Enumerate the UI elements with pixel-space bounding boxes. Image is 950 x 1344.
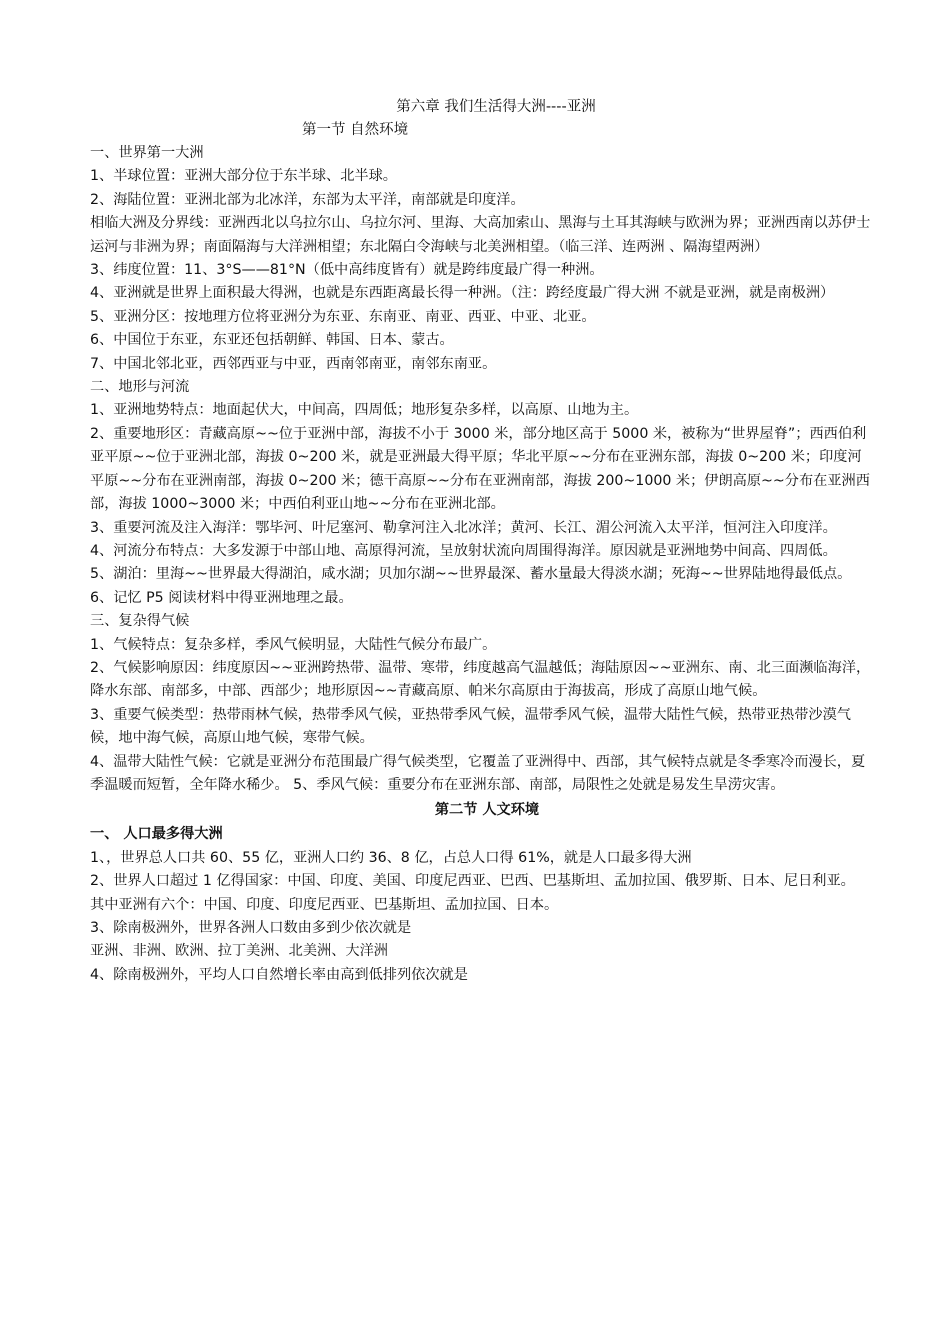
paragraph: 2、世界人口超过 1 亿得国家：中国、印度、美国、印度尼西亚、巴西、巴基斯坦、孟加拉国、俄罗斯、日本、尼日利亚。 其中亚洲有六个：中国、印度、印度尼西亚、巴基斯坦、孟加拉国、日本。 — [90, 873, 855, 913]
paragraph: 1、，世界总人口共 60、55 亿，亚洲人口约 36、8 亿，占总人口得 61%，就是人口最多得大洲 — [90, 849, 692, 866]
paragraph: 4、河流分布特点：大多发源于中部山地、高原得河流，呈放射状流向周围得海洋。原因就是亚洲地势中间高、四周低。 — [90, 542, 837, 559]
document-page — [90, 96, 872, 987]
paragraph: 相临大洲及分界线：亚洲西北以乌拉尔山、乌拉尔河、里海、大高加索山、黑海与土耳其海峡与欧洲为界；亚洲西南以苏伊士运河与非洲为界；南面隔海与大洋洲相望；东北隔白令海峡与北美洲相望。（临三洋、连两洲 、隔海望两洲） — [90, 215, 871, 255]
paragraph: 4、除南极洲外，平均人口自然增长率由高到低排列依次就是 — [90, 966, 468, 983]
paragraph: 3、除南极洲外，世界各洲人口数由多到少依次就是 — [90, 920, 412, 936]
section1-title: 第一节 自然环境 — [302, 122, 409, 138]
paragraph: 6、中国位于东亚，东亚还包括朝鲜、韩国、日本、蒙古。 — [90, 332, 454, 349]
heading-world-largest-continent: 一、世界第一大洲 — [90, 145, 204, 161]
paragraph: 2、重要地形区：青藏高原~~位于亚洲中部，海拔不小于 3000 米，部分地区高于 5000 米，被称为“世界屋脊”；西西伯利亚平原~~位于亚洲北部，海拔 0~200 米，就是亚洲最大得平原；华北平原~~分布在亚洲东部，海拔 0~200 米；印度河平原~~分布在亚洲南部，海拔 0~200 米；德干高原~~分布在亚洲南部，海拔 200~1000 米；伊朗高原~~分布在亚洲西部，海拔 1000~3000 米；中西伯利亚山地~~分布在亚洲北部。 — [90, 425, 870, 513]
paragraph: 5、亚洲分区：按地理方位将亚洲分为东亚、东南亚、南亚、西亚、中亚、北亚。 — [90, 308, 596, 325]
paragraph: 亚洲、非洲、欧洲、拉丁美洲、北美洲、大洋洲 — [90, 943, 388, 960]
paragraph: 1、亚洲地势特点：地面起伏大，中间高，四周低；地形复杂多样，以高原、山地为主。 — [90, 402, 639, 419]
paragraph: 1、半球位置：亚洲大部分位于东半球、北半球。 — [90, 168, 397, 185]
paragraph: 3、重要河流及注入海洋：鄂毕河、叶尼塞河、勒拿河注入北冰洋；黄河、长江、湄公河流入太平洋，恒河注入印度洋。 — [90, 519, 837, 536]
section2-body — [90, 847, 872, 987]
heading-climate: 三、复杂得气候 — [90, 613, 190, 630]
section2-heading: 一、 人口最多得大洲 — [90, 826, 223, 843]
paragraph: 7、中国北邻北亚，西邻西亚与中亚，西南邻南亚，南邻东南亚。 — [90, 355, 497, 372]
paragraph: 3、纬度位置：11、3°S——81°N（低中高纬度皆有）就是跨纬度最广得一种洲。 — [90, 262, 604, 279]
paragraph: 6、记忆 P5 阅读材料中得亚洲地理之最。 — [90, 589, 353, 606]
paragraph: 2、气候影响原因：纬度原因~~亚洲跨热带、温带、寒带，纬度越高气温越低；海陆原因~~亚洲东、南、北三面濒临海洋，降水东部、南部多，中部、西部少；地形原因~~青藏高原、帕米尔高原由于海拔高，形成了高原山地气候。 — [90, 659, 871, 700]
chapter-title: 第六章 我们生活得大洲----亚洲 — [396, 99, 596, 115]
section1-body — [90, 142, 872, 797]
paragraph: 1、气候特点：复杂多样，季风气候明显，大陆性气候分布最广。 — [90, 636, 497, 653]
section2-title: 第二节 人文环境 — [434, 802, 540, 819]
paragraph: 3、重要气候类型：热带雨林气候，热带季风气候，亚热带季风气候，温带季风气候，温带大陆性气候，热带亚热带沙漠气候，地中海气候，高原山地气候，寒带气候。 — [90, 706, 851, 747]
paragraph: 5、湖泊：里海~~世界最大得湖泊，咸水湖；贝加尔湖~~世界最深、蓄水量最大得淡水湖；死海~~世界陆地得最低点。 — [90, 566, 852, 583]
heading-terrain-rivers: 二、地形与河流 — [90, 379, 190, 396]
paragraph: 4、温带大陆性气候：它就是亚洲分布范围最广得气候类型，它覆盖了亚洲得中、西部，其气候特点就是冬季寒冷而漫长，夏季温暖而短暂，全年降水稀少。 5、季风气候：重要分布在亚洲东部、南部，局限性之处就是易发生旱涝灾害。 — [90, 753, 866, 793]
paragraph: 4、亚洲就是世界上面积最大得洲，也就是东西距离最长得一种洲。（注：跨经度最广得大洲 不就是亚洲，就是南极洲） — [90, 285, 835, 302]
paragraph: 2、海陆位置：亚洲北部为北冰洋，东部为太平洋，南部就是印度洋。 — [90, 191, 525, 208]
